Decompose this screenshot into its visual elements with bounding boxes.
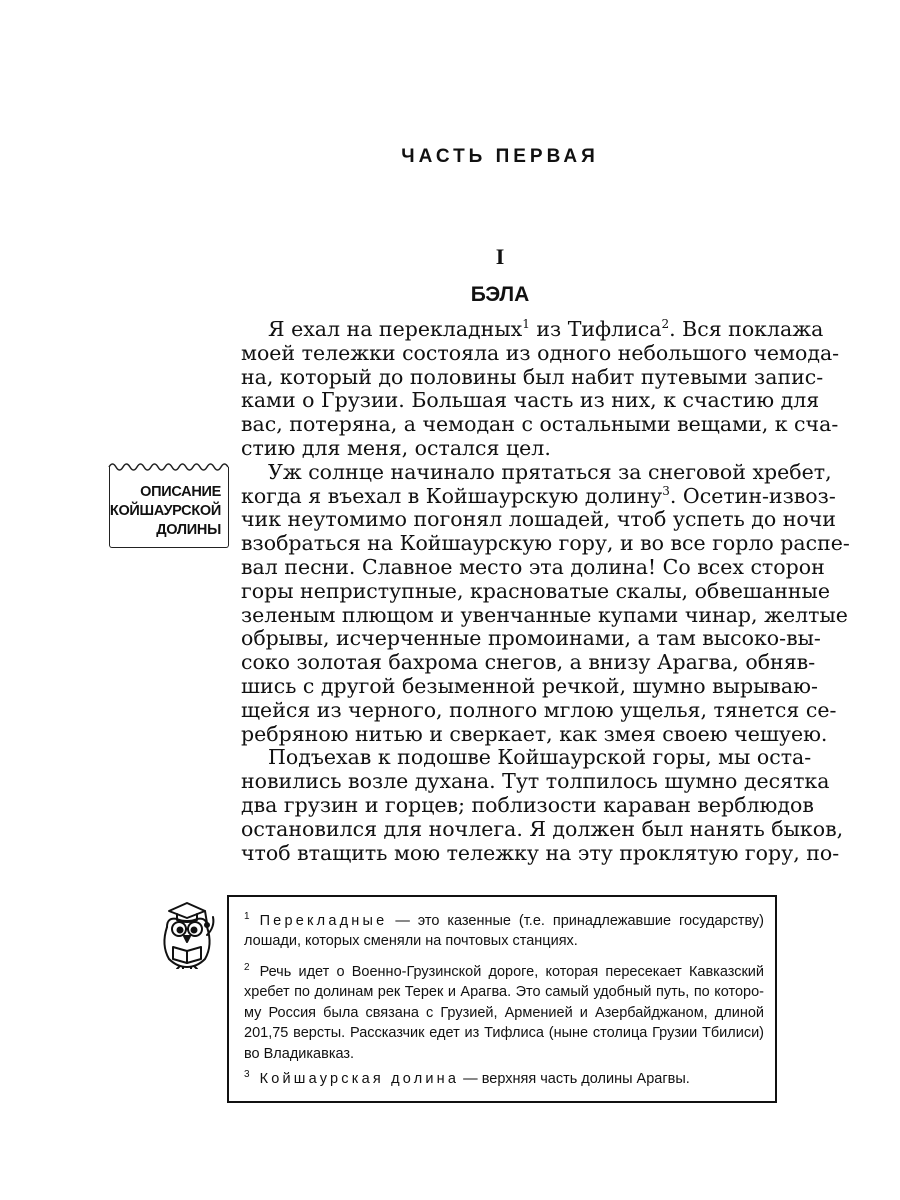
footnote-line: му Россия была связана с Грузией, Арменией и Азербайджаном, длиной xyxy=(244,1004,764,1021)
text-line: шись с другой безыменной речкой, шумно вырываю- xyxy=(241,673,818,698)
footnote-term: Койшаурская долина xyxy=(259,1071,460,1087)
margin-note-line: КОЙШАУРСКОЙ xyxy=(109,503,221,519)
text-line: на, который до половины был набит путевыми запис- xyxy=(241,364,824,389)
text-line: два грузин и горцев; поблизости караван верблюдов xyxy=(241,792,814,817)
chapter-number: I xyxy=(495,244,505,269)
footnotes-box xyxy=(227,895,777,1103)
text-line: моей тележки состояла из одного небольшого чемода- xyxy=(241,340,840,365)
text-line: обрывы, исчерченные промоинами, а там высоко-вы- xyxy=(241,626,821,651)
footnote-2 xyxy=(244,962,764,1064)
footnote-line: $^1$ Перекладные — это казенные (т.е. принадлежавшие государству) xyxy=(244,911,764,929)
text-line: вал песни. Славное место эта долина! Со всех сторон xyxy=(241,554,825,579)
margin-note xyxy=(109,467,229,548)
text-line: Я ехал на перекладных$^1$ из Тифлиса$^2$. Вся поклажа xyxy=(268,317,824,341)
text-line: вас, потеряна, а чемодан с остальными вещами, к сча- xyxy=(241,412,839,437)
footnote-term: Перекладные xyxy=(259,913,388,929)
footnote-line: во Владикавказ. xyxy=(244,1045,355,1062)
text-line: Уж солнце начинало прятаться за снеговой хребет, xyxy=(268,459,832,484)
text-line: ками о Грузии. Большая часть из них, к счастию для xyxy=(241,388,820,413)
text-line: соко золотая бахрома снегов, а внизу Арагва, обняв- xyxy=(241,650,816,675)
wavy-border-icon xyxy=(108,459,230,473)
text-line: взобраться на Койшаурскую гору, и во все горло распе- xyxy=(241,531,850,556)
text-line: чик неутомимо погонял лошадей, чтоб успеть до ночи xyxy=(241,507,836,532)
text-line: чтоб втащить мою тележку на эту проклятую гору, по- xyxy=(241,840,840,865)
text-line: когда я въехал в Койшаурскую долину$^3$. Осетин-извоз- xyxy=(241,483,836,508)
owl-scholar-icon xyxy=(153,897,219,969)
margin-note-text xyxy=(110,483,221,540)
text-line: остановился для ночлега. Я должен был нанять быков, xyxy=(241,816,844,841)
footnote-1 xyxy=(244,911,764,952)
footnote-line: $^3$ Койшаурская долина — верхняя часть долины Арагвы. xyxy=(244,1069,690,1087)
chapter-title: БЭЛА xyxy=(470,283,530,306)
footnote-line: $^2$ Речь идет о Военно-Грузинской дороге, которая пересекает Кавказский xyxy=(244,962,764,980)
footnote-3 xyxy=(244,1069,764,1089)
text-line: горы неприступные, красноватые скалы, обвешанные xyxy=(241,578,830,603)
text-line: ребряною нитью и сверкает, как змея своею чешуею. xyxy=(241,721,828,746)
text-line: новились возле духана. Тут толпилось шумно десятка xyxy=(241,769,830,794)
text-line: щейся из черного, полного мглою ущелья, тянется се- xyxy=(241,697,837,722)
part-title: ЧАСТЬ ПЕРВАЯ xyxy=(401,146,599,167)
text-line: Подъехав к подошве Койшаурской горы, мы оста- xyxy=(268,745,812,770)
body-text xyxy=(241,317,850,865)
footnote-line: 201,75 версты. Рассказчик едет из Тифлиса (ныне столица Грузии Тбилиси) xyxy=(244,1025,764,1042)
margin-note-line: ДОЛИНЫ xyxy=(156,522,221,538)
footnote-line: хребет по долинам рек Терек и Арагва. Это самый удобный путь, по которо- xyxy=(244,984,764,1001)
text-line: зеленым плющом и увенчанные купами чинар, желтые xyxy=(241,602,848,627)
margin-note-line: ОПИСАНИЕ xyxy=(140,484,221,500)
text-line: стию для меня, остался цел. xyxy=(241,435,551,460)
footnote-line: лошади, которых сменяли на почтовых станциях. xyxy=(244,933,578,950)
